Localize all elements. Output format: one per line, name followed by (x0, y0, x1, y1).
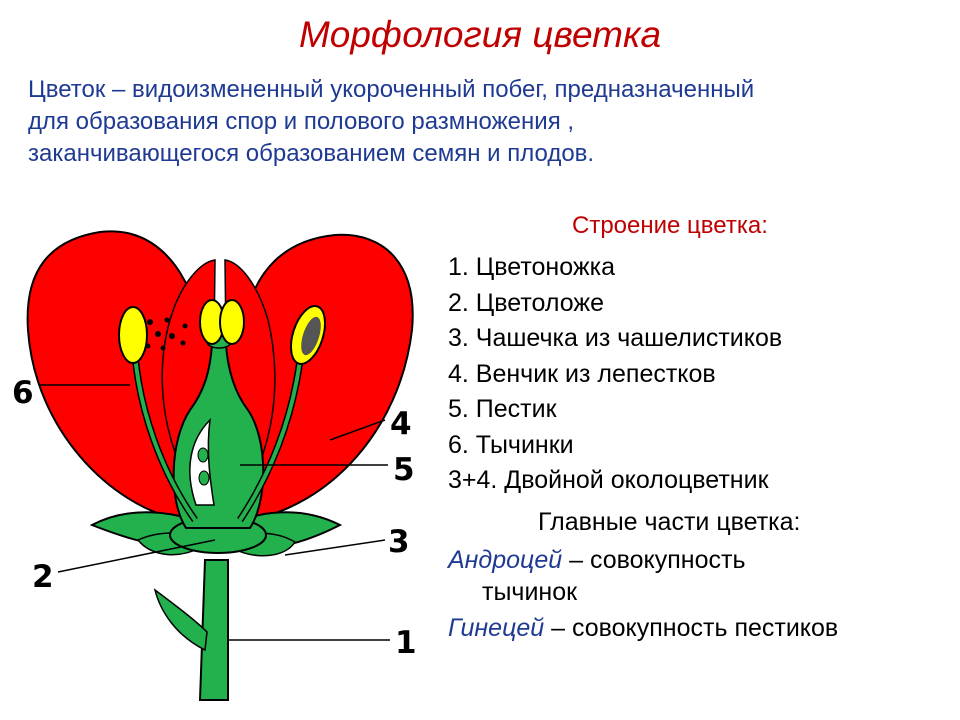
list-item: 2. Цветоложе (448, 288, 605, 317)
androecium-definition (448, 546, 746, 575)
structure-heading: Строение цветка: (572, 212, 768, 239)
list-item: 1. Цветоножка (448, 253, 615, 281)
label-3: 3 (388, 524, 410, 560)
anther-left (119, 307, 147, 363)
androecium-term: Андроцей (448, 546, 563, 574)
androecium-definition-cont: тычинок (482, 578, 578, 606)
parts-list (448, 250, 782, 499)
label-6: 6 (12, 375, 34, 411)
definition-line: заканчивающегося образованием семян и плодов. (28, 140, 595, 167)
label-4: 4 (390, 406, 412, 442)
flower-diagram (0, 220, 440, 720)
page-title: Морфология цветка (298, 14, 662, 55)
flower-definition (28, 74, 948, 170)
list-item: 5. Пестик (448, 395, 557, 423)
anther-center (220, 300, 244, 344)
label-5: 5 (393, 452, 415, 488)
definition-line: для образования спор и полового размножения , (28, 108, 575, 135)
gynoecium-text: – совокупность пестиков (544, 614, 839, 642)
label-1: 1 (395, 625, 417, 661)
ovule (199, 471, 209, 485)
gynoecium-definition (448, 614, 838, 643)
definition-line: Цветок – видоизмененный укороченный побег, предназначенный (28, 76, 755, 103)
list-item: 4. Венчик из лепестков (448, 359, 716, 388)
androecium-text: – совокупность (562, 546, 746, 574)
stem-leaf (155, 590, 207, 650)
label-2: 2 (32, 559, 54, 595)
main-parts-heading: Главные части цветка: (538, 508, 801, 536)
list-item: 3. Чашечка из чашелистиков (448, 324, 783, 352)
list-item: 3+4. Двойной околоцветник (448, 466, 769, 494)
gynoecium-term: Гинецей (448, 614, 545, 642)
list-item: 6. Тычинки (448, 430, 574, 459)
ovule (198, 448, 208, 462)
